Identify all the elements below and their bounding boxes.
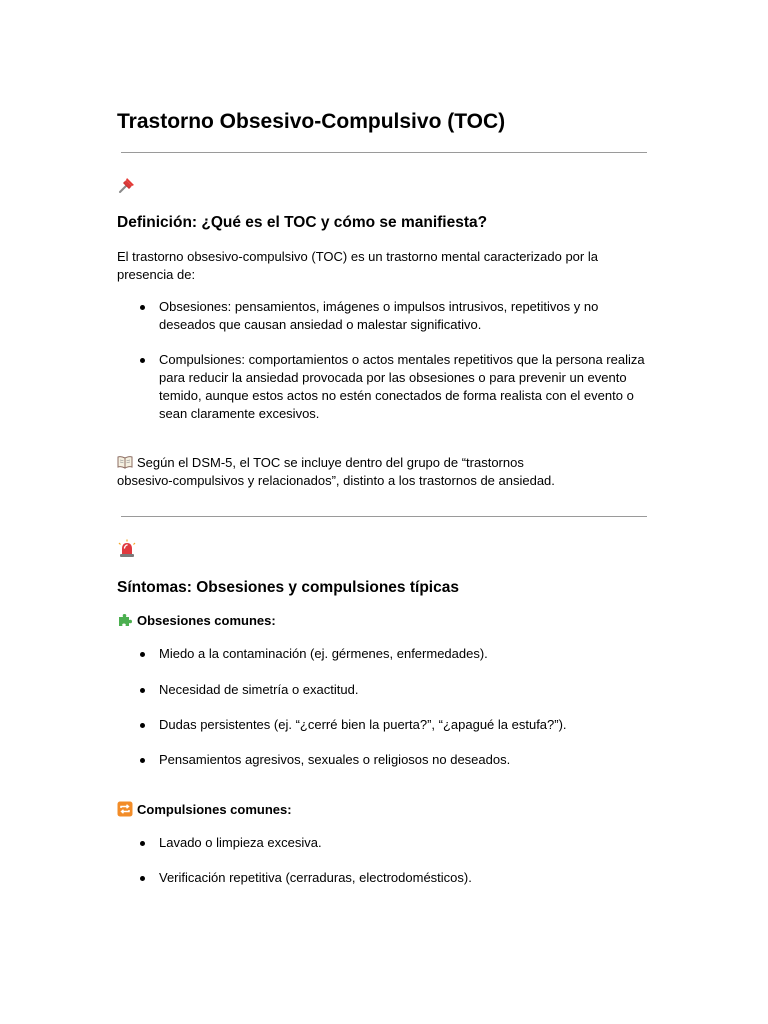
siren-icon: [117, 539, 137, 559]
puzzle-piece-icon: [117, 612, 133, 628]
document-title: Trastorno Obsesivo-Compulsivo (TOC): [117, 110, 506, 133]
bullet-icon: [140, 688, 145, 693]
dsm-note: [117, 454, 657, 490]
dsm-note-line: Según el DSM-5, el TOC se incluye dentro del grupo de “trastornos: [137, 455, 524, 470]
divider: [121, 152, 647, 153]
obsessions-label: Obsesiones comunes:: [137, 613, 276, 628]
list-item-text: Pensamientos agresivos, sexuales o religiosos no deseados.: [159, 752, 511, 767]
dsm-note-line: obsesivo-compulsivos y relacionados”, distinto a los trastornos de ansiedad.: [117, 473, 555, 488]
bullet-icon: [140, 723, 145, 728]
open-book-icon: [117, 455, 133, 469]
obsessions-subheading: [117, 612, 276, 630]
list-item-text: Miedo a la contaminación (ej. gérmenes, enfermedades).: [159, 646, 488, 661]
definition-intro: [117, 248, 657, 284]
list-item-text: [159, 351, 654, 423]
list-item-text: Necesidad de simetría o exactitud.: [159, 682, 359, 697]
list-item-text: Dudas persistentes (ej. “¿cerré bien la puerta?”, “¿apagué la estufa?”).: [159, 717, 567, 732]
list-item-line: deseados que causan ansiedad o malestar significativo.: [159, 317, 482, 332]
bullet-icon: [140, 841, 145, 846]
divider: [121, 516, 647, 517]
definition-intro-line: presencia de:: [117, 267, 196, 282]
list-item-text: Verificación repetitiva (cerraduras, electrodomésticos).: [159, 870, 472, 885]
list-item-line: sean claramente excesivos.: [159, 406, 320, 421]
bullet-icon: [140, 305, 145, 310]
symptoms-heading: Síntomas: Obsesiones y compulsiones típicas: [117, 579, 459, 596]
list-item-text: Lavado o limpieza excesiva.: [159, 835, 322, 850]
definition-heading: Definición: ¿Qué es el TOC y cómo se manifiesta?: [117, 214, 488, 231]
compulsions-subheading: [117, 801, 292, 819]
bullet-icon: [140, 358, 145, 363]
definition-intro-line: El trastorno obsesivo-compulsivo (TOC) es un trastorno mental caracterizado por la: [117, 249, 598, 264]
repeat-icon: [117, 801, 133, 817]
list-item-line: temido, aunque estos actos no estén conectados de forma realista con el evento o: [159, 388, 634, 403]
list-item-text: [159, 298, 654, 334]
bullet-icon: [140, 652, 145, 657]
list-item-line: Compulsiones: comportamientos o actos mentales repetitivos que la persona realiza: [159, 352, 645, 367]
bullet-icon: [140, 758, 145, 763]
pushpin-icon: [117, 175, 137, 195]
list-item-line: Obsesiones: pensamientos, imágenes o impulsos intrusivos, repetitivos y no: [159, 299, 599, 314]
list-item-line: para reducir la ansiedad provocada por las obsesiones o para prevenir un evento: [159, 370, 627, 385]
compulsions-label: Compulsiones comunes:: [137, 802, 292, 817]
bullet-icon: [140, 876, 145, 881]
